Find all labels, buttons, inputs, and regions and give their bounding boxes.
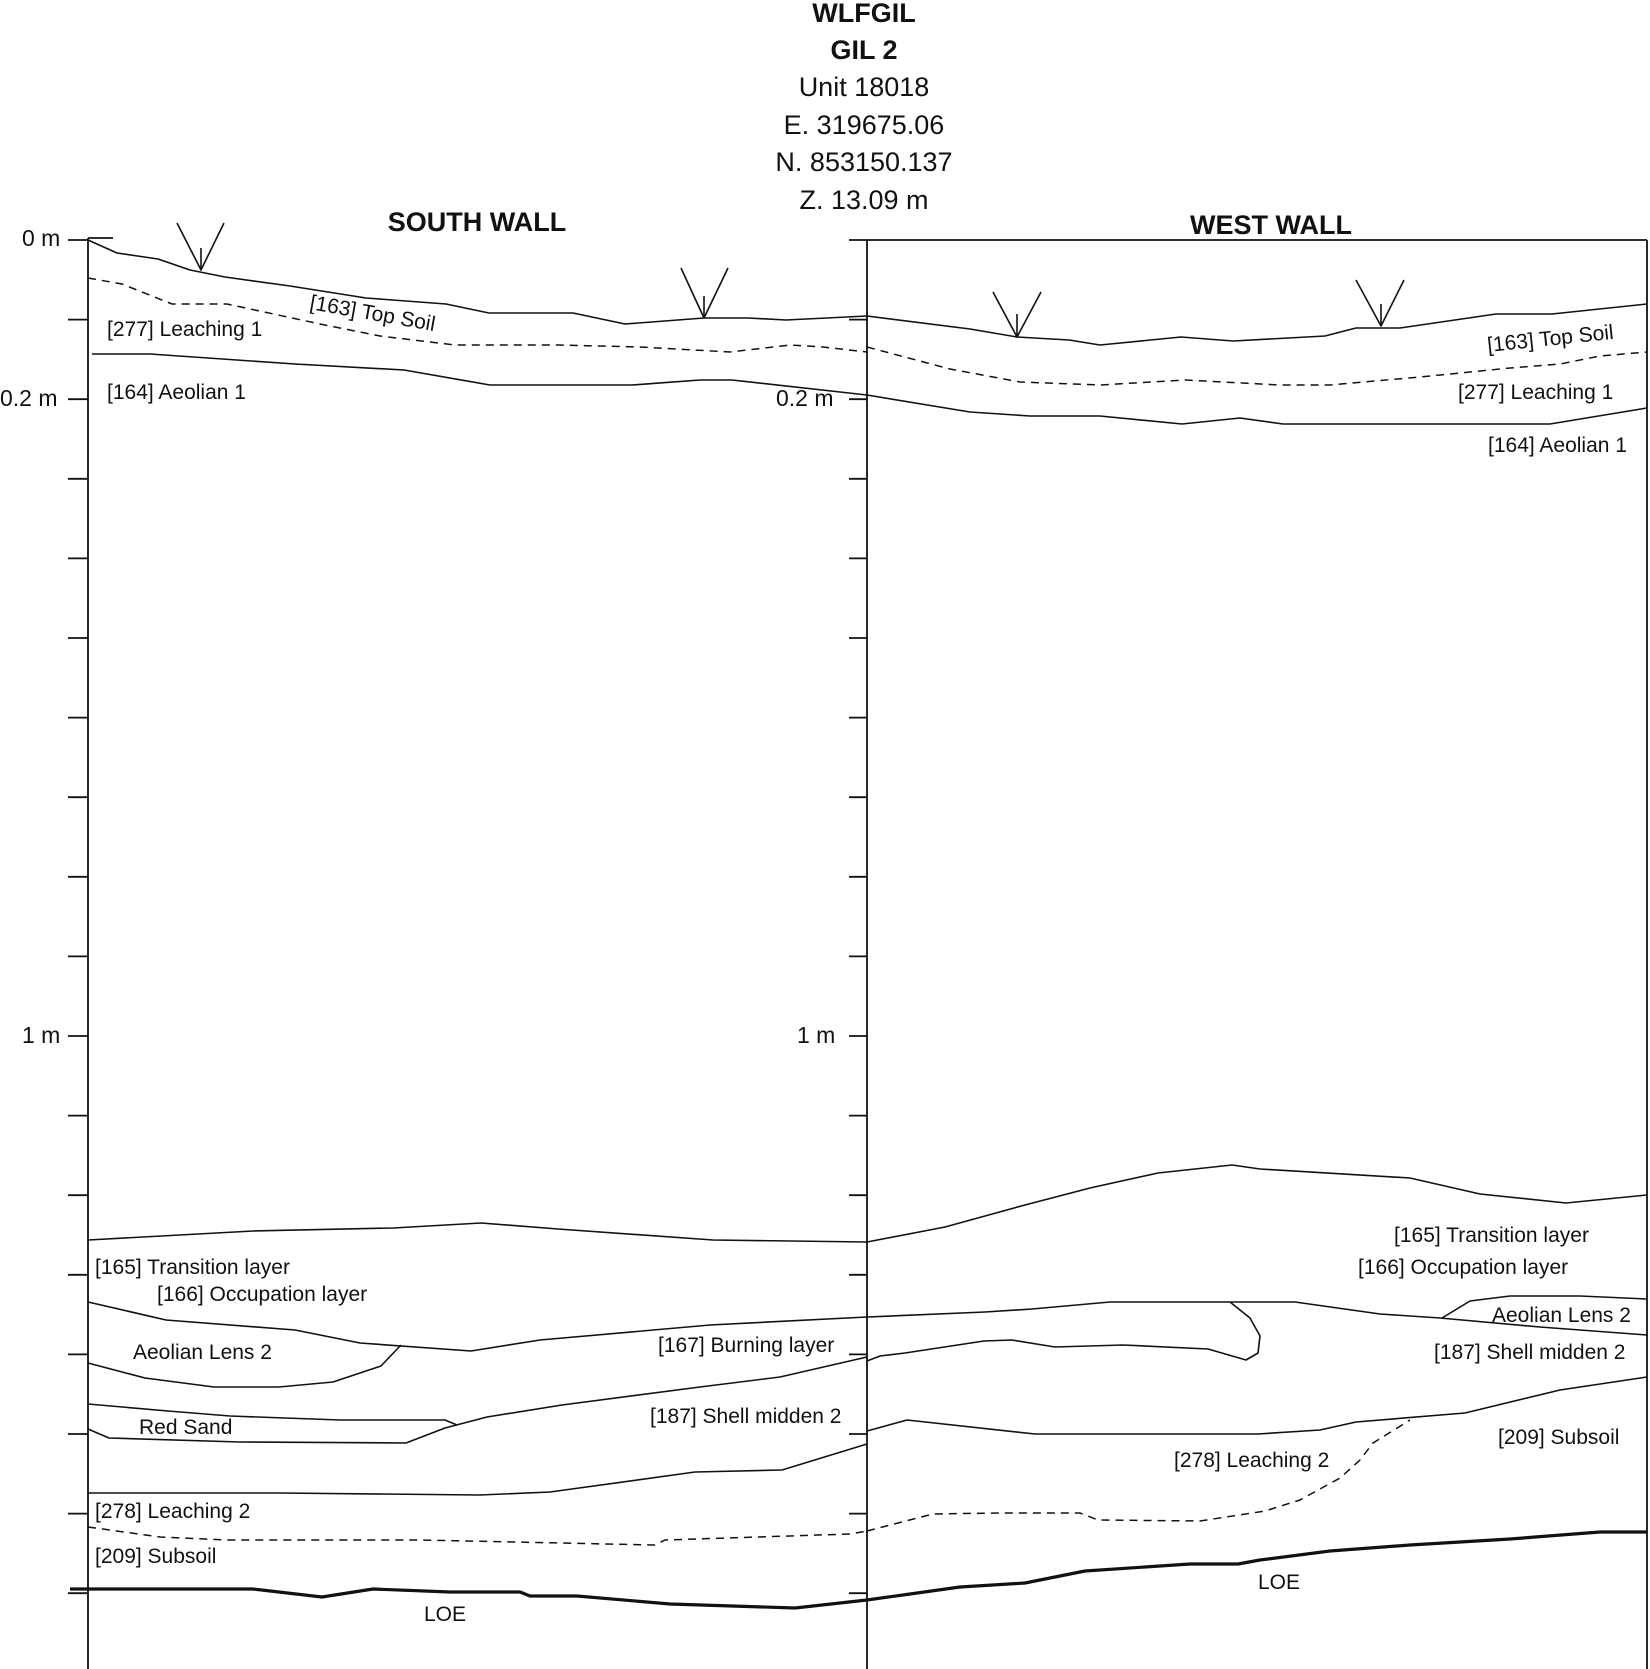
header-block bbox=[775, 0, 952, 215]
south-wall-labels bbox=[95, 291, 841, 1626]
elevation: Z. 13.09 m bbox=[799, 185, 929, 215]
west-leaching2-boundary bbox=[867, 1420, 1410, 1531]
south-label-aeolian-1: [164] Aeolian 1 bbox=[107, 381, 246, 404]
south-transition-boundary bbox=[88, 1223, 867, 1242]
west-depth-02: 0.2 m bbox=[776, 385, 834, 411]
west-label-subsoil: [209] Subsoil bbox=[1498, 1426, 1620, 1449]
west-loe-boundary bbox=[867, 1532, 1647, 1600]
west-leaching1-boundary bbox=[867, 347, 1647, 385]
west-label-loe: LOE bbox=[1258, 1571, 1301, 1594]
northing: N. 853150.137 bbox=[775, 147, 953, 177]
south-label-aeolian-lens-2: Aeolian Lens 2 bbox=[133, 1341, 272, 1364]
south-label-transition: [165] Transition layer bbox=[95, 1256, 290, 1279]
west-label-leaching-2: [278] Leaching 2 bbox=[1174, 1449, 1330, 1472]
south-depth-0: 0 m bbox=[22, 225, 61, 251]
easting: E. 319675.06 bbox=[783, 110, 945, 140]
south-surface-boundary bbox=[88, 240, 867, 324]
south-label-loe: LOE bbox=[424, 1603, 467, 1626]
west-label-top-soil: [163] Top Soil bbox=[1486, 320, 1615, 357]
gil-code: GIL 2 bbox=[830, 35, 898, 65]
west-label-aeolian-lens-2: Aeolian Lens 2 bbox=[1492, 1304, 1631, 1327]
south-leaching2-boundary bbox=[88, 1527, 867, 1545]
wall-frames bbox=[88, 238, 1647, 1669]
west-wall-title: WEST WALL bbox=[1190, 210, 1352, 240]
west-lens-pocket bbox=[867, 1302, 1260, 1361]
south-label-leaching-2: [278] Leaching 2 bbox=[95, 1500, 251, 1523]
south-label-occupation: [166] Occupation layer bbox=[157, 1283, 368, 1306]
south-shell-midden-boundary bbox=[88, 1444, 867, 1495]
south-label-subsoil: [209] Subsoil bbox=[95, 1545, 217, 1568]
west-label-shell-midden-2: [187] Shell midden 2 bbox=[1434, 1341, 1626, 1364]
south-wall-boundaries bbox=[70, 240, 867, 1608]
site-code: WLFGIL bbox=[812, 0, 916, 28]
south-label-red-sand: Red Sand bbox=[139, 1416, 233, 1439]
south-depth-1: 1 m bbox=[22, 1022, 61, 1048]
west-wall-labels bbox=[1174, 321, 1631, 1594]
unit-number: Unit 18018 bbox=[798, 72, 930, 102]
south-label-top-soil: [163] Top Soil bbox=[308, 291, 438, 336]
west-depth-1: 1 m bbox=[797, 1022, 836, 1048]
south-depth-02: 0.2 m bbox=[0, 385, 58, 411]
left-depth-ticks bbox=[68, 240, 88, 1593]
south-loe-boundary bbox=[70, 1589, 867, 1608]
west-label-transition: [165] Transition layer bbox=[1394, 1224, 1589, 1247]
datum-marker-west-2 bbox=[1356, 280, 1404, 326]
west-label-aeolian-1: [164] Aeolian 1 bbox=[1488, 434, 1627, 457]
west-label-leaching-1: [277] Leaching 1 bbox=[1458, 381, 1614, 404]
west-wall-boundaries bbox=[867, 304, 1647, 1600]
south-label-shell-midden-2: [187] Shell midden 2 bbox=[650, 1405, 842, 1428]
west-label-occupation: [166] Occupation layer bbox=[1358, 1256, 1569, 1279]
south-label-leaching-1: [277] Leaching 1 bbox=[107, 318, 263, 341]
center-depth-ticks bbox=[849, 240, 867, 1593]
south-wall-title: SOUTH WALL bbox=[387, 207, 567, 237]
south-label-burning: [167] Burning layer bbox=[658, 1334, 835, 1357]
